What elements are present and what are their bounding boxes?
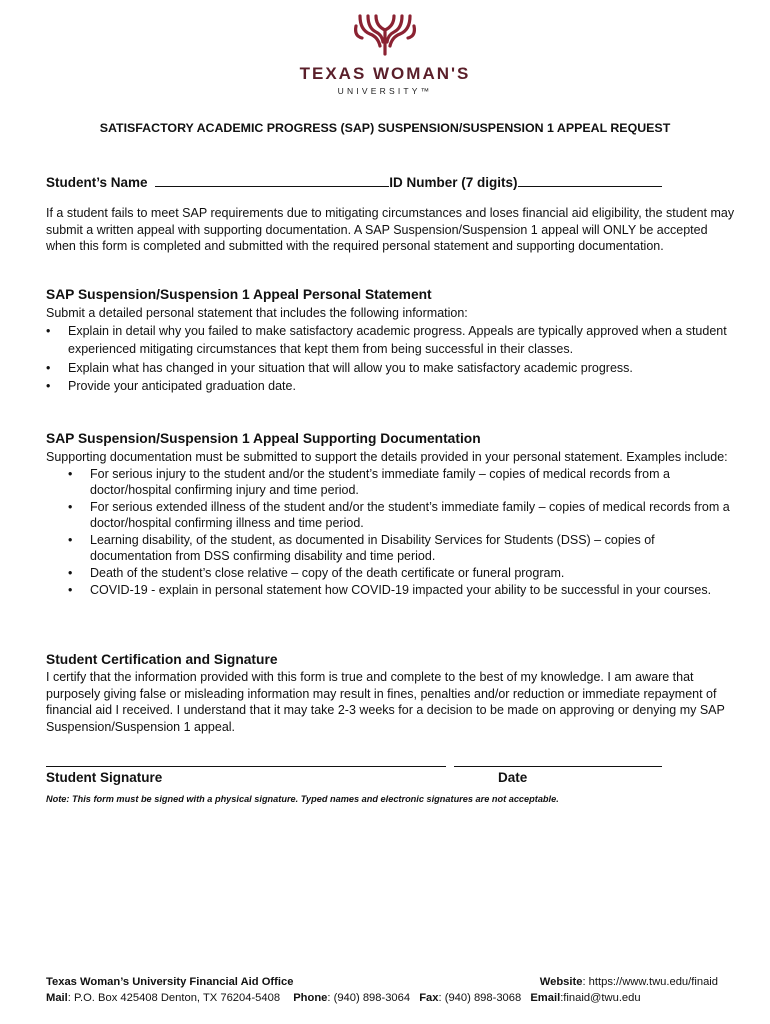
supporting-documentation-heading: SAP Suspension/Suspension 1 Appeal Supporting Documentation	[46, 431, 481, 446]
student-signature-field[interactable]	[46, 766, 446, 767]
logo-name: TEXAS WOMAN'S	[299, 64, 471, 83]
personal-statement-list	[46, 322, 736, 396]
personal-statement-lead: Submit a detailed personal statement that includes the following information:	[46, 306, 468, 320]
twu-emblem-icon	[352, 12, 418, 58]
list-item: • Explain what has changed in your situation that will allow you to make satisfactory academic progress.	[46, 359, 736, 378]
list-item: • Provide your anticipated graduation date.	[46, 377, 736, 396]
logo-subtitle: UNIVERSITY™	[337, 86, 433, 96]
signature-note: Note: This form must be signed with a physical signature. Typed names and electronic signatures are not acceptable.	[46, 794, 559, 804]
personal-statement-section	[46, 305, 736, 396]
supporting-documentation-lead: Supporting documentation must be submitted to support the details provided in your personal statement. Examples include:	[46, 450, 728, 464]
date-field[interactable]	[454, 766, 662, 767]
phone-number: : (940) 898-3064	[327, 992, 411, 1004]
list-item: • Learning disability, of the student, as documented in Disability Services for Students (DSS) – copies of documentation from DSS confirming disability and time period.	[46, 532, 736, 565]
student-name-field[interactable]	[155, 173, 389, 187]
intro-paragraph: If a student fails to meet SAP requirements due to mitigating circumstances and loses financial aid eligibility, the student may submit a written appeal with supporting documentation. A SAP Suspension/Suspension 1 appeal will ONLY be accepted when this form is completed and submitted with the required personal statement and supporting documentation.	[46, 206, 735, 253]
website-link[interactable]: : https://www.twu.edu/finaid	[582, 976, 718, 988]
phone-label: Phone	[293, 992, 328, 1004]
student-info-row	[46, 173, 662, 190]
email-link[interactable]: :finaid@twu.edu	[560, 992, 641, 1004]
list-item: • For serious injury to the student and/or the student’s immediate family – copies of medical records from a doctor/hospital confirming injury and time period.	[46, 466, 736, 499]
form-title: SATISFACTORY ACADEMIC PROGRESS (SAP) SUSPENSION/SUSPENSION 1 APPEAL REQUEST	[99, 121, 671, 135]
mail-label: Mail	[46, 992, 68, 1004]
certification-text: I certify that the information provided with this form is true and complete to the best of my knowledge. I am aware that purposely giving false or misleading information may result in fines, penalties and/or reduction or immediate repayment of financial aid I received. I understand that it may take 2-3 weeks for a decision to be made on approving or denying my SAP Suspension/Suspension 1 appeal.	[46, 670, 725, 734]
university-logo	[0, 12, 770, 96]
office-name: Texas Woman’s University Financial Aid Office	[46, 976, 294, 988]
footer-row-1	[46, 976, 718, 988]
certification-heading: Student Certification and Signature	[46, 652, 278, 667]
list-item: • For serious extended illness of the student and/or the student’s immediate family – copies of medical records from a doctor/hospital confirming illness and time period.	[46, 499, 736, 532]
email-label: Email	[530, 992, 561, 1004]
student-name-label: Student’s Name	[46, 175, 148, 190]
list-item: • Death of the student’s close relative – copy of the death certificate or funeral program.	[46, 565, 736, 582]
website-label: Website	[539, 976, 583, 988]
supporting-documentation-list	[46, 466, 736, 601]
fax-number: : (940) 898-3068	[438, 992, 522, 1004]
list-item: • Explain in detail why you failed to make satisfactory academic progress. Appeals are typically approved when a student experienced mitigating circumstances that kept them from being successful in their classes.	[46, 322, 736, 359]
date-label: Date	[498, 770, 528, 785]
id-number-field[interactable]	[518, 173, 662, 187]
supporting-documentation-section	[46, 449, 736, 600]
id-number-label: ID Number (7 digits)	[389, 175, 518, 190]
fax-label: Fax	[419, 992, 439, 1004]
list-item: • COVID-19 - explain in personal statement how COVID-19 impacted your ability to be successful in your courses.	[46, 581, 736, 600]
personal-statement-heading: SAP Suspension/Suspension 1 Appeal Personal Statement	[46, 287, 432, 302]
website-info	[540, 976, 718, 988]
student-signature-label: Student Signature	[46, 770, 163, 785]
footer-row-2	[46, 992, 718, 1004]
mail-address: : P.O. Box 425408 Denton, TX 76204-5408	[67, 992, 281, 1004]
